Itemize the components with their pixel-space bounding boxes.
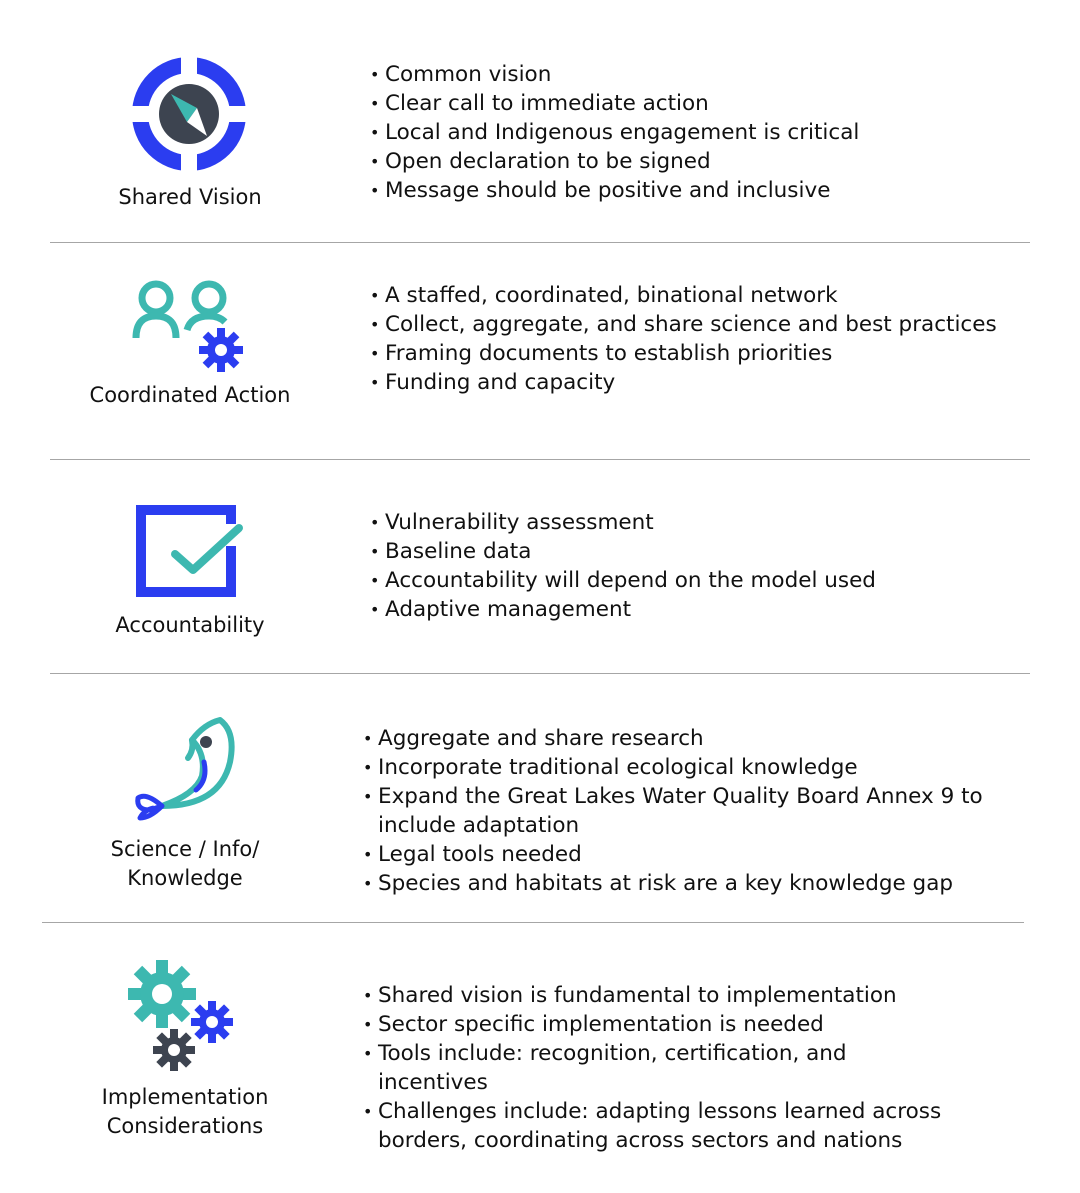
- list-item: • Shared vision is fundamental to implementation: [363, 981, 963, 1010]
- bullet-list: [370, 281, 1050, 397]
- list-item: • Common vision: [370, 60, 1050, 89]
- bullet-list: [370, 60, 1050, 205]
- gears-icon: [128, 960, 236, 1072]
- list-item: • A staffed, coordinated, binational network: [370, 281, 1050, 310]
- list-item: • Challenges include: adapting lessons learned across borders, coordinating across sectors and nations: [363, 1097, 963, 1155]
- list-item: • Tools include: recognition, certification, and incentives: [363, 1039, 963, 1097]
- bullet-list: [370, 508, 1050, 624]
- section-label: Coordinated Action: [89, 383, 291, 407]
- compass-icon: [131, 56, 247, 172]
- fish-icon: [132, 714, 242, 824]
- section-label: Knowledge: [127, 866, 243, 890]
- list-item: • Local and Indigenous engagement is critical: [370, 118, 1050, 147]
- checkbox-icon: [135, 504, 247, 600]
- section-label: Science / Info/: [110, 837, 260, 861]
- list-item: • Open declaration to be signed: [370, 147, 1050, 176]
- list-item: • Expand the Great Lakes Water Quality Board Annex 9 to include adaptation: [363, 782, 983, 840]
- list-item: • Species and habitats at risk are a key knowledge gap: [363, 869, 983, 898]
- list-item: • Message should be positive and inclusive: [370, 176, 1050, 205]
- list-item: • Baseline data: [370, 537, 1050, 566]
- list-item: • Accountability will depend on the model used: [370, 566, 1050, 595]
- list-item: • Incorporate traditional ecological knowledge: [363, 753, 983, 782]
- list-item: • Funding and capacity: [370, 368, 1050, 397]
- list-item: • Sector specific implementation is needed: [363, 1010, 963, 1039]
- list-item: • Aggregate and share research: [363, 724, 983, 753]
- section-label: Accountability: [115, 613, 265, 637]
- list-item: • Framing documents to establish priorities: [370, 339, 1050, 368]
- section-label: Shared Vision: [118, 185, 262, 209]
- section-coordinated-action: [0, 243, 1080, 459]
- section-accountability: [0, 460, 1080, 673]
- section-implementation: [0, 923, 1080, 1193]
- section-science-knowledge: [0, 674, 1080, 922]
- section-label: Implementation: [101, 1085, 269, 1109]
- list-item: • Vulnerability assessment: [370, 508, 1050, 537]
- section-label: Considerations: [106, 1114, 264, 1138]
- bullet-list: [363, 724, 983, 898]
- list-item: • Legal tools needed: [363, 840, 983, 869]
- section-shared-vision: [0, 0, 1080, 242]
- people-gear-icon: [131, 278, 247, 378]
- list-item: • Clear call to immediate action: [370, 89, 1050, 118]
- list-item: • Collect, aggregate, and share science and best practices: [370, 310, 1050, 339]
- bullet-list: [363, 981, 963, 1155]
- list-item: • Adaptive management: [370, 595, 1050, 624]
